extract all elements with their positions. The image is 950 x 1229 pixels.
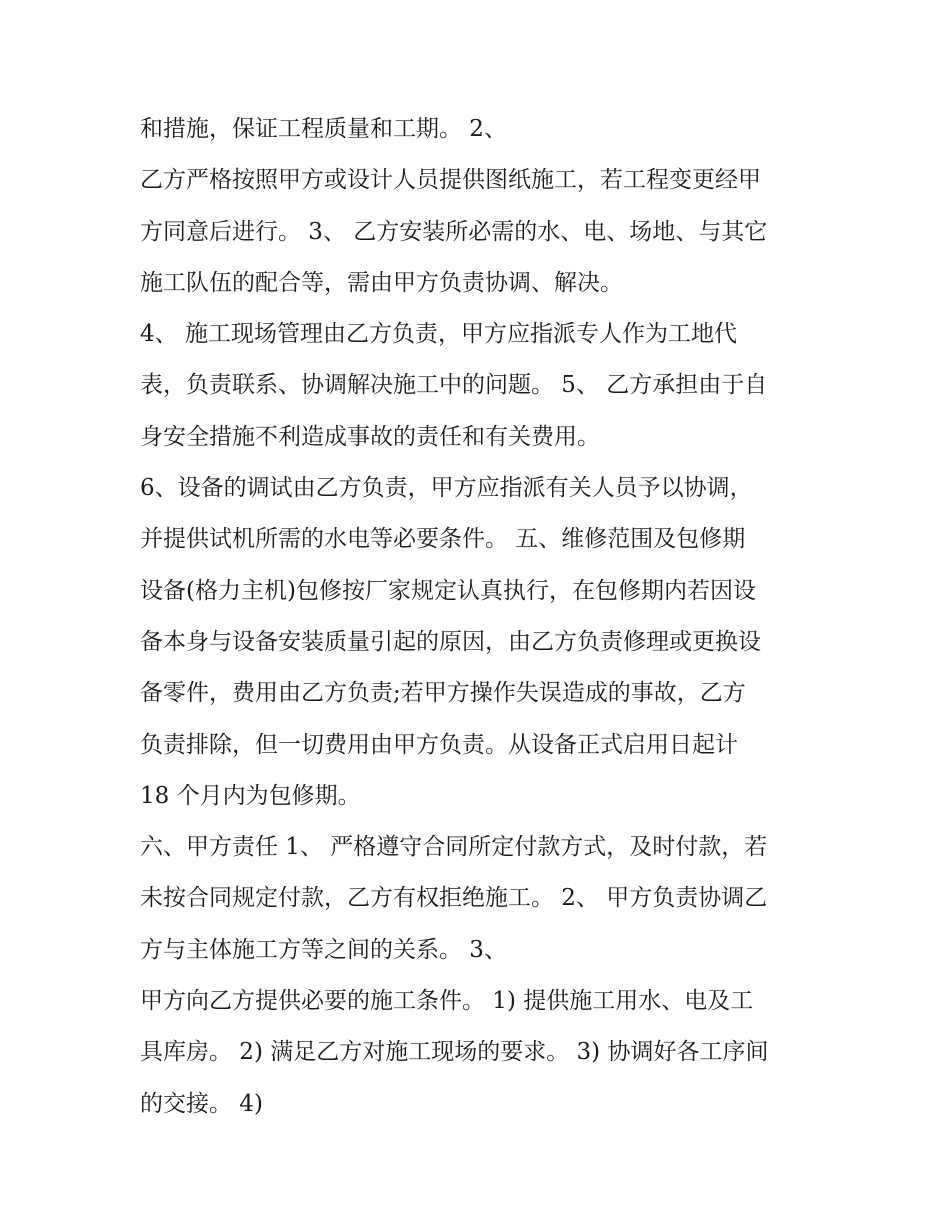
text-line: 未按合同规定付款，乙方有权拒绝施工。 2、 甲方负责协调乙: [140, 885, 768, 912]
text-line: 表，负责联系、协调解决施工中的问题。 5、 乙方承担由于自: [140, 372, 768, 399]
text-line: 具库房。 2) 满足乙方对施工现场的要求。 3) 协调好各工序间: [140, 1039, 769, 1066]
document-body: [140, 104, 820, 1130]
text-line: 方同意后进行。 3、 乙方安装所必需的水、电、场地、与其它: [140, 218, 768, 245]
text-line: 负责排除，但一切费用由甲方负责。从设备正式启用日起计: [140, 731, 738, 758]
text-line: 六、甲方责任 1、 严格遵守合同所定付款方式，及时付款，若: [140, 834, 768, 861]
text-line: 方与主体施工方等之间的关系。 3、: [140, 936, 507, 963]
text-line: 甲方向乙方提供必要的施工条件。 1) 提供施工用水、电及工: [140, 988, 754, 1015]
text-line: 4、 施工现场管理由乙方负责，甲方应指派专人作为工地代: [140, 321, 737, 348]
text-line: 设备(格力主机)包修按厂家规定认真执行，在包修期内若因设: [140, 577, 756, 604]
text-line: 并提供试机所需的水电等必要条件。 五、维修范围及包修期: [140, 526, 746, 553]
text-line: 18 个月内为包修期。: [140, 782, 361, 809]
text-line: 和措施，保证工程质量和工期。 2、: [140, 116, 507, 142]
text-line: 的交接。 4): [140, 1090, 263, 1117]
text-line: 乙方严格按照甲方或设计人员提供图纸施工，若工程变更经甲: [140, 167, 761, 194]
text-line: 6、设备的调试由乙方负责，甲方应指派有关人员予以协调，: [140, 475, 753, 502]
text-line: 身安全措施不利造成事故的责任和有关费用。: [140, 423, 600, 450]
text-line: 施工队伍的配合等，需由甲方负责协调、解决。: [140, 269, 623, 296]
text-line: 备本身与设备安装质量引起的原因，由乙方负责修理或更换设: [140, 628, 761, 655]
text-line: 备零件，费用由乙方负责;若甲方操作失误造成的事故，乙方: [140, 680, 746, 707]
